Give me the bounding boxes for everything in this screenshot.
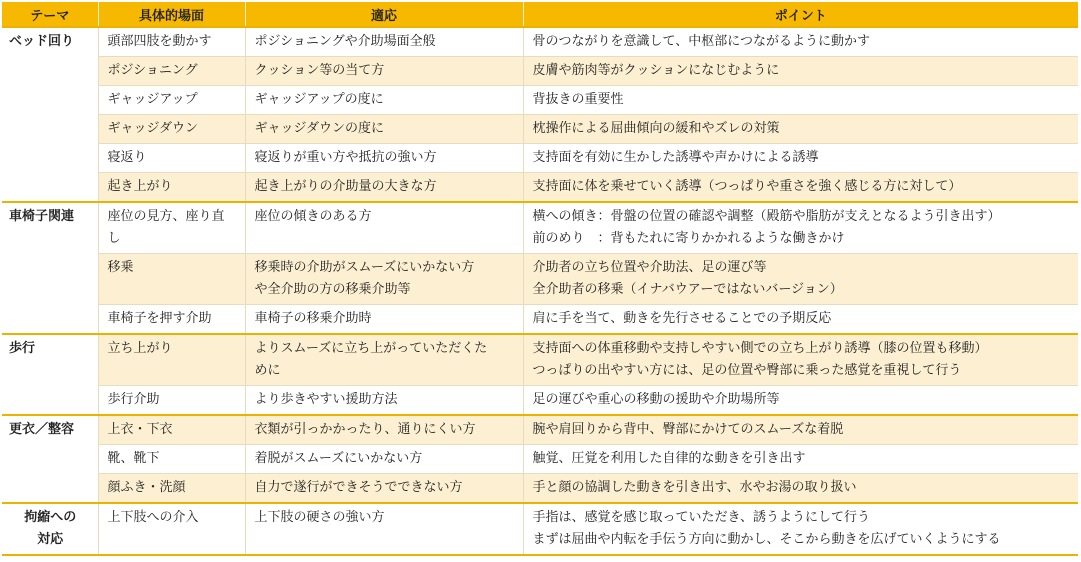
theme-cell xyxy=(2,503,98,555)
table-row xyxy=(2,334,1078,386)
application-cell xyxy=(245,445,523,474)
scene-text: 立ち上がり xyxy=(107,341,173,356)
scene-cell xyxy=(98,115,245,144)
point-cell xyxy=(523,115,1078,144)
application-text: 上下肢の硬さの強い方 xyxy=(254,510,385,525)
point-cell xyxy=(523,386,1078,416)
table-row xyxy=(2,173,1078,203)
application-text: 車椅子の移乗介助時 xyxy=(254,311,372,326)
application-text: ギャッジアップの度に xyxy=(254,92,384,107)
theme-text: 対応 xyxy=(37,532,64,547)
application-cell xyxy=(245,334,523,386)
scene-cell xyxy=(98,445,245,474)
table-row xyxy=(2,415,1078,445)
scene-cell xyxy=(98,173,245,203)
application-text: 寝返りが重い方や抵抗の強い方 xyxy=(254,150,437,165)
application-cell xyxy=(245,86,523,115)
scene-text: 頭部四肢を動かす xyxy=(107,34,212,49)
point-cell xyxy=(523,57,1078,86)
point-text: 枕操作による屈曲傾向の緩和やズレの対策 xyxy=(532,121,780,136)
application-text: 衣類が引っかかったり、通りにくい方 xyxy=(254,422,476,437)
point-text: 手と顔の協調した動きを引き出す、水やお湯の取り扱い xyxy=(532,480,857,495)
point-text: 背抜きの重要性 xyxy=(532,92,624,107)
point-cell xyxy=(523,305,1078,335)
application-text: クッション等の当て方 xyxy=(254,63,385,78)
header-application: 適応 xyxy=(245,2,523,27)
application-cell xyxy=(245,57,523,86)
point-text: 骨のつながりを意識して、中枢部につながるように動かす xyxy=(532,34,870,49)
table-row xyxy=(2,86,1078,115)
application-cell xyxy=(245,202,523,254)
scene-text: し xyxy=(107,231,121,246)
theme-cell xyxy=(2,415,98,503)
table-row xyxy=(2,474,1078,504)
scene-text: 移乗 xyxy=(107,260,134,275)
point-text: 支持面を有効に生かした誘導や声かけによる誘導 xyxy=(532,150,819,165)
table-row xyxy=(2,305,1078,335)
theme-cell xyxy=(2,202,98,334)
point-cell xyxy=(523,415,1078,445)
point-text: 触覚、圧覚を利用した自律的な動きを引き出す xyxy=(532,451,806,466)
point-cell xyxy=(523,445,1078,474)
application-cell xyxy=(245,415,523,445)
scene-text: ギャッジダウン xyxy=(107,121,198,136)
scene-text: ギャッジアップ xyxy=(107,92,198,107)
scene-text: ポジショニング xyxy=(107,63,198,78)
point-text: 肩に手を当て、動きを先行させることでの予期反応 xyxy=(532,311,832,326)
theme-text: ベッド回り xyxy=(9,34,75,49)
scene-text: 上下肢への介入 xyxy=(107,510,199,525)
point-cell xyxy=(523,503,1078,555)
care-technique-table xyxy=(2,2,1078,556)
table-row xyxy=(2,27,1078,57)
point-cell xyxy=(523,144,1078,173)
application-text: 起き上がりの介助量の大きな方 xyxy=(254,179,437,194)
scene-text: 座位の見方、座り直 xyxy=(107,209,225,224)
application-cell xyxy=(245,173,523,203)
header-point: ポイント xyxy=(523,2,1078,27)
scene-cell xyxy=(98,503,245,555)
application-text: めに xyxy=(254,363,281,378)
point-text: 横への傾き：骨盤の位置の確認や調整（殿筋や脂肪が支えとなるよう引き出す） xyxy=(532,209,1001,224)
point-cell xyxy=(523,254,1078,305)
header-scene: 具体的場面 xyxy=(98,2,245,27)
application-text: 座位の傾きのある方 xyxy=(254,209,372,224)
point-text: まずは屈曲や内転を手伝う方向に動かし、そこから動きを広げていくようにする xyxy=(532,532,1001,547)
application-text: 移乗時の介助がスムーズにいかない方 xyxy=(254,260,475,275)
theme-text: 車椅子関連 xyxy=(9,209,75,224)
scene-cell xyxy=(98,305,245,335)
point-text: 全介助者の移乗（イナバウアーではないバージョン） xyxy=(532,282,843,297)
point-cell xyxy=(523,202,1078,254)
point-text: 支持面に体を乗せていく誘導（つっぱりや重さを強く感じる方に対して） xyxy=(532,179,962,194)
point-text: 前のめり ：背もたれに寄りかかれるような働きかけ xyxy=(532,231,845,246)
scene-cell xyxy=(98,144,245,173)
point-cell xyxy=(523,173,1078,203)
scene-text: 顔ふき・洗顔 xyxy=(107,480,186,495)
scene-text: 車椅子を押す介助 xyxy=(107,311,212,326)
table-body xyxy=(2,27,1078,555)
table-row xyxy=(2,202,1078,254)
application-text: や全介助の方の移乗介助等 xyxy=(254,282,411,297)
point-cell xyxy=(523,334,1078,386)
table-row xyxy=(2,386,1078,416)
table-row xyxy=(2,57,1078,86)
table-row xyxy=(2,254,1078,305)
scene-text: 靴、靴下 xyxy=(107,451,160,466)
point-text: 支持面への体重移動や支持しやすい側での立ち上がり誘導（膝の位置も移動） xyxy=(532,341,988,356)
point-text: 介助者の立ち位置や介助法、足の運び等 xyxy=(532,260,767,275)
scene-cell xyxy=(98,386,245,416)
point-text: 腕や肩回りから背中、臀部にかけてのスムーズな着脱 xyxy=(532,422,844,437)
application-cell xyxy=(245,27,523,57)
table-row xyxy=(2,503,1078,555)
application-text: よりスムーズに立ち上がっていただくた xyxy=(254,341,488,356)
application-text: ポジショニングや介助場面全般 xyxy=(254,34,436,49)
scene-text: 上衣・下衣 xyxy=(107,422,173,437)
header-theme: テーマ xyxy=(2,2,98,27)
point-cell xyxy=(523,27,1078,57)
theme-text: 更衣／整容 xyxy=(9,422,75,437)
application-text: 着脱がスムーズにいかない方 xyxy=(254,451,423,466)
scene-cell xyxy=(98,334,245,386)
application-cell xyxy=(245,305,523,335)
point-text: 手指は、感覚を感じ取っていただき、誘うようにして行う xyxy=(532,510,870,525)
application-text: より歩きやすい援助方法 xyxy=(254,392,398,407)
scene-cell xyxy=(98,202,245,254)
application-text: 自力で遂行ができそうでできない方 xyxy=(254,480,463,495)
application-cell xyxy=(245,474,523,504)
table-row xyxy=(2,115,1078,144)
theme-text: 拘縮への xyxy=(24,510,77,525)
scene-cell xyxy=(98,415,245,445)
scene-text: 起き上がり xyxy=(107,179,173,194)
scene-cell xyxy=(98,474,245,504)
application-cell xyxy=(245,386,523,416)
scene-text: 寝返り xyxy=(107,150,147,165)
point-text: つっぱりの出やすい方には、足の位置や臀部に乗った感覚を重視して行う xyxy=(532,363,962,378)
application-cell xyxy=(245,254,523,305)
scene-cell xyxy=(98,86,245,115)
scene-cell xyxy=(98,57,245,86)
table-row xyxy=(2,445,1078,474)
application-cell xyxy=(245,144,523,173)
theme-cell xyxy=(2,27,98,202)
application-cell xyxy=(245,115,523,144)
table-row xyxy=(2,144,1078,173)
point-cell xyxy=(523,86,1078,115)
theme-cell xyxy=(2,334,98,415)
application-text: ギャッジダウンの度に xyxy=(254,121,384,136)
point-cell xyxy=(523,474,1078,504)
scene-text: 歩行介助 xyxy=(107,392,160,407)
point-text: 皮膚や筋肉等がクッションになじむように xyxy=(532,63,780,78)
point-text: 足の運びや重心の移動の援助や介助場所等 xyxy=(532,392,780,407)
scene-cell xyxy=(98,254,245,305)
application-cell xyxy=(245,503,523,555)
scene-cell xyxy=(98,27,245,57)
header-row xyxy=(2,2,1078,27)
theme-text: 歩行 xyxy=(9,341,36,356)
